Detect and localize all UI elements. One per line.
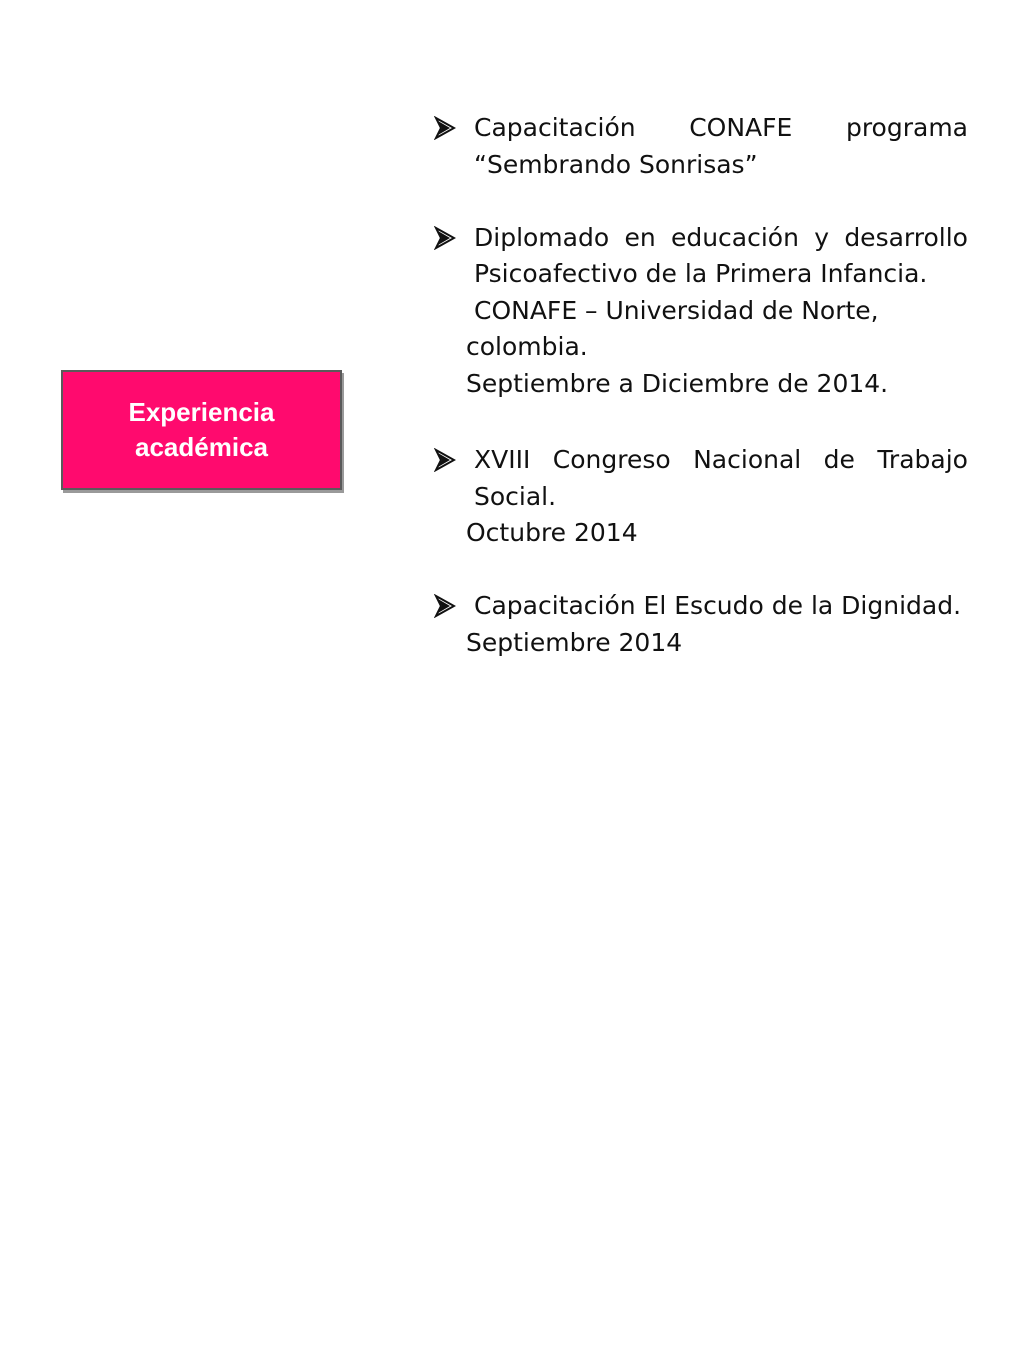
entry-title-line: “Sembrando Sonrisas” bbox=[474, 149, 758, 179]
entry-detail: colombia. bbox=[466, 332, 588, 361]
entry-title-line bbox=[474, 220, 968, 257]
section-title: Experiencia académica bbox=[128, 397, 275, 462]
entry-detail: Septiembre 2014 bbox=[466, 627, 683, 657]
entry-title-line bbox=[474, 442, 968, 479]
entry-title-line: Psicoafectivo de la Primera Infancia. bbox=[474, 259, 928, 288]
entry-word: y bbox=[814, 222, 830, 252]
entry-detail: CONAFE – Universidad de Norte, bbox=[474, 295, 879, 325]
entry-title-line bbox=[474, 110, 968, 147]
entry-detail: Octubre 2014 bbox=[466, 518, 638, 547]
entry-word: Congreso bbox=[552, 445, 671, 474]
list-item bbox=[430, 220, 968, 403]
entry-word: en bbox=[624, 222, 656, 252]
entry-word: de bbox=[823, 445, 855, 474]
entry-word: Trabajo bbox=[877, 445, 968, 474]
list-item bbox=[430, 588, 968, 661]
entry-word: Diplomado bbox=[474, 222, 610, 252]
arrow-bullet-icon bbox=[434, 594, 456, 618]
entry-detail: Septiembre a Diciembre de 2014. bbox=[466, 368, 889, 398]
list-item bbox=[430, 110, 968, 183]
entry-word: desarrollo bbox=[844, 222, 968, 252]
entry-word: XVIII bbox=[474, 445, 531, 474]
entry-word: programa bbox=[845, 113, 968, 142]
entry-title-line: Capacitación El Escudo de la Dignidad. bbox=[474, 591, 962, 620]
entry-word: Capacitación bbox=[474, 113, 636, 142]
list-item bbox=[430, 442, 968, 552]
arrow-bullet-icon bbox=[434, 116, 456, 140]
entry-title-line: Social. bbox=[474, 481, 557, 511]
section-label-box bbox=[61, 370, 342, 490]
arrow-bullet-icon bbox=[434, 448, 456, 472]
entry-word: CONAFE bbox=[689, 113, 793, 142]
experience-list bbox=[430, 110, 968, 698]
entry-word: Nacional bbox=[693, 445, 802, 474]
entry-word: educación bbox=[670, 222, 799, 252]
arrow-bullet-icon bbox=[434, 226, 456, 250]
